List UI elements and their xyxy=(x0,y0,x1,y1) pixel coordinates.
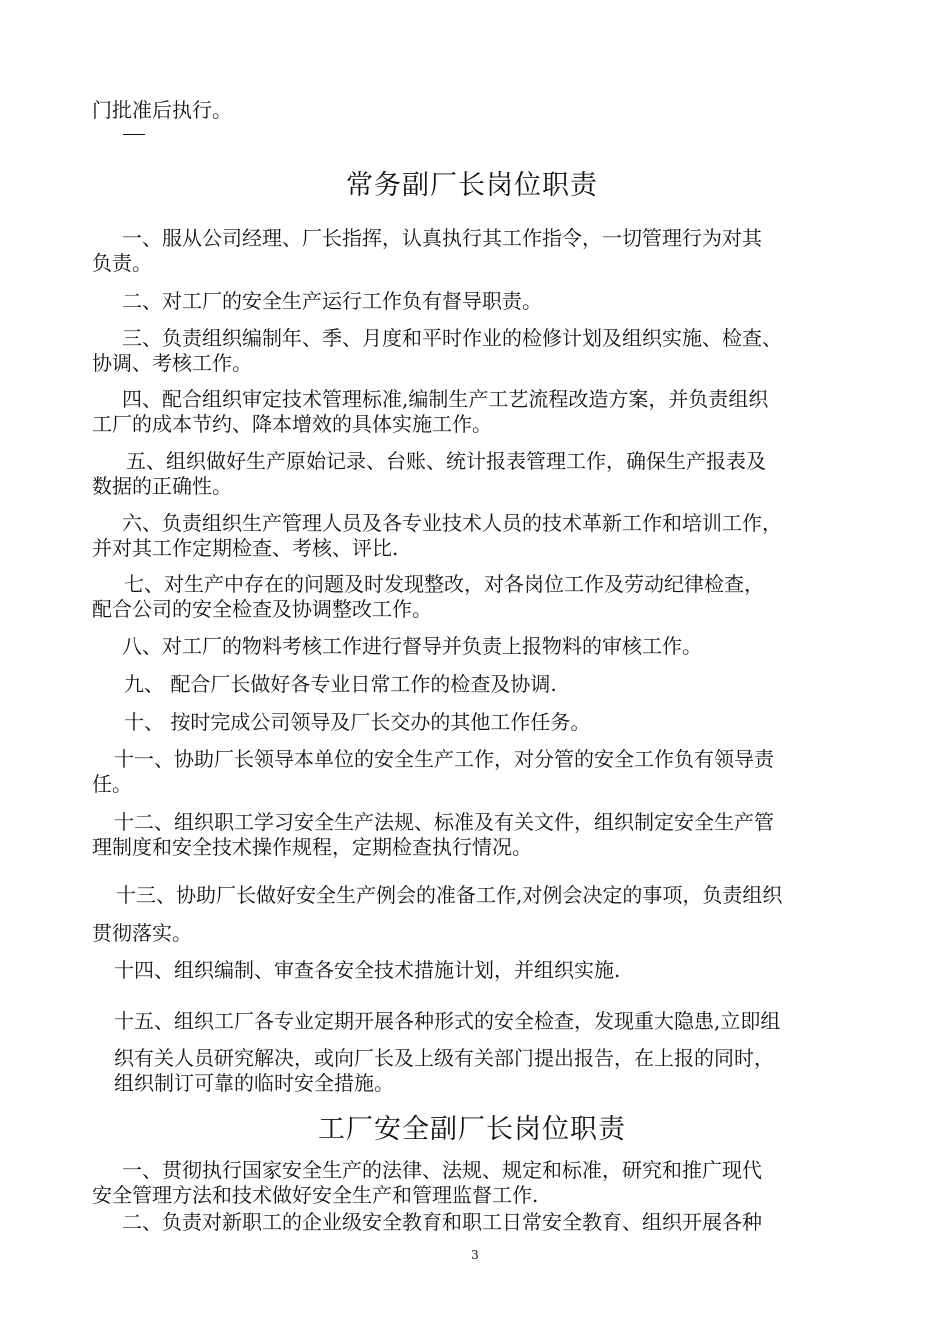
intro-line: 门批准后执行。 xyxy=(92,98,232,122)
s1-item7-line1: 七、对生产中存在的问题及时发现整改，对各岗位工作及劳动纪律检查， xyxy=(124,572,764,596)
s1-item12-line2: 理制度和安全技术操作规程，定期检查执行情况。 xyxy=(92,835,532,859)
s1-item3-line2: 协调、考核工作。 xyxy=(92,351,252,375)
s1-item4-line2: 工厂的成本节约、降本增效的具体实施工作。 xyxy=(92,412,492,436)
s2-item1-line1: 一、贯彻执行国家安全生产的法律、法规、规定和标准，研究和推广现代 xyxy=(122,1158,762,1182)
page-number: 3 xyxy=(471,1248,479,1262)
s1-item2-line1: 二、对工厂的安全生产运行工作负有督导职责。 xyxy=(122,289,542,313)
s1-item5-line2: 数据的正确性。 xyxy=(92,474,232,498)
s1-item7-line2: 配合公司的安全检查及协调整改工作。 xyxy=(92,597,432,621)
s1-item11-line2: 任。 xyxy=(92,772,132,796)
s2-item2-line1: 二、负责对新职工的企业级安全教育和职工日常安全教育、组织开展各种 xyxy=(122,1210,762,1234)
s1-item9-line1: 九、 配合厂长做好各专业日常工作的检查及协调. xyxy=(124,672,557,696)
s1-item13-line1: 十三、协助厂长做好安全生产例会的准备工作,对例会决定的事项，负责组织 xyxy=(116,883,783,907)
s1-item12-line1: 十二、组织职工学习安全生产法规、标准及有关文件，组织制定安全生产管 xyxy=(114,810,774,834)
s2-item1-line2: 安全管理方法和技术做好安全生产和管理监督工作. xyxy=(92,1183,539,1207)
s1-item8-line1: 八、对工厂的物料考核工作进行督导并负责上报物料的审核工作。 xyxy=(122,634,702,658)
s1-item14-line1: 十四、组织编制、审查各安全技术措施计划，并组织实施. xyxy=(114,958,621,982)
s1-item15-line2: 织有关人员研究解决，或向厂长及上级有关部门提出报告，在上报的同时， xyxy=(114,1046,774,1070)
s1-item10-line1: 十、 按时完成公司领导及厂长交办的其他工作任务。 xyxy=(124,710,591,734)
s1-item15-line3: 组织制订可靠的临时安全措施。 xyxy=(114,1071,394,1095)
section2-title: 工厂安全副厂长岗位职责 xyxy=(318,1114,626,1145)
dash-mark xyxy=(123,134,145,135)
s1-item6-line2: 并对其工作定期检查、考核、评比. xyxy=(92,536,399,560)
s1-item13-line2: 贯彻落实。 xyxy=(92,921,192,945)
s1-item1-line1: 一、服从公司经理、厂长指挥，认真执行其工作指令，一切管理行为对其 xyxy=(122,226,762,250)
s1-item4-line1: 四、配合组织审定技术管理标准,编制生产工艺流程改造方案，并负责组织 xyxy=(122,387,769,411)
s1-item3-line1: 三、负责组织编制年、季、月度和平时作业的检修计划及组织实施、检查、 xyxy=(122,326,782,350)
s1-item11-line1: 十一、协助厂长领导本单位的安全生产工作，对分管的安全工作负有领导责 xyxy=(114,747,774,771)
s1-item1-line2: 负责。 xyxy=(92,251,152,275)
section1-title: 常务副厂长岗位职责 xyxy=(346,170,598,201)
s1-item15-line1: 十五、组织工厂各专业定期开展各种形式的安全检查，发现重大隐患,立即组 xyxy=(114,1009,781,1033)
s1-item6-line1: 六、负责组织生产管理人员及各专业技术人员的技术革新工作和培训工作， xyxy=(122,511,782,535)
s1-item5-line1: 五、组织做好生产原始记录、台账、统计报表管理工作，确保生产报表及 xyxy=(126,449,766,473)
